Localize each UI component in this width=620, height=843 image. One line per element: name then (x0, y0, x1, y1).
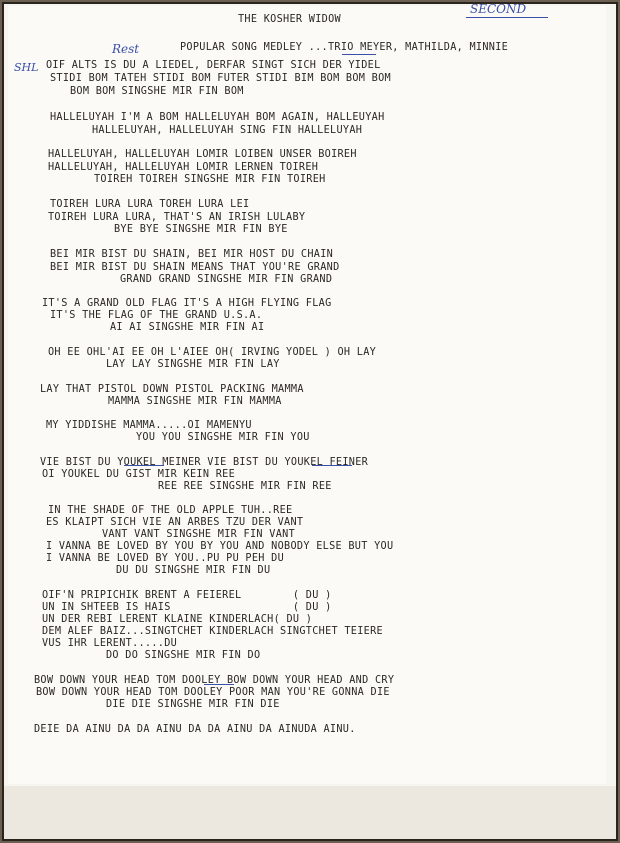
lyric-line: ES KLAIPT SICH VIE AN ARBES TZU DER VANT (46, 517, 304, 528)
lyric-line: TOIREH TOIREH SINGSHE MIR FIN TOIREH (94, 174, 326, 185)
lyric-line: BOM BOM SINGSHE MIR FIN BOM (70, 86, 244, 97)
song-title: THE KOSHER WIDOW (238, 14, 341, 25)
lyric-line: IT'S A GRAND OLD FLAG IT'S A HIGH FLYING FLAG (42, 298, 332, 309)
lyric-line: I VANNA BE LOVED BY YOU..PU PU PEH DU (46, 553, 285, 564)
lyric-line: BEI MIR BIST DU SHAIN, BEI MIR HOST DU CHAIN (50, 249, 334, 260)
subtitle-underline-mark (342, 54, 376, 55)
typed-sheet (8, 2, 606, 784)
lyric-line: HALLELUYAH, HALLELUYAH LOMIR LERNEN TOIREH (48, 162, 319, 173)
lyric-line: BOW DOWN YOUR HEAD TOM DOOLEY BOW DOWN YOUR HEAD AND CRY (34, 675, 395, 686)
page-frame (2, 2, 618, 841)
lyric-line: OIF ALTS IS DU A LIEDEL, DERFAR SINGT SICH DER YIDEL (46, 60, 381, 71)
lyric-line: HALLELUYAH I'M A BOM HALLELUYAH BOM AGAIN, HALLEUYAH (50, 112, 385, 123)
lyric-line: MAMMA SINGSHE MIR FIN MAMMA (108, 396, 282, 407)
lyric-line: AI AI SINGSHE MIR FIN AI (110, 322, 265, 333)
lyric-line: BOW DOWN YOUR HEAD TOM DOOLEY POOR MAN YOU'RE GONNA DIE (36, 687, 390, 698)
handwritten-margin-note: SHL (14, 61, 39, 74)
song-subtitle: POPULAR SONG MEDLEY ...TRIO MEYER, MATHILDA, MINNIE (180, 42, 509, 53)
corner-label-underline (466, 17, 548, 18)
lyric-line: OIF'N PRIPICHIK BRENT A FEIEREL ( DU ) (42, 590, 332, 601)
lyric-line: VUS IHR LERENT.....DU (42, 638, 178, 649)
lyric-line: BEI MIR BIST DU SHAIN MEANS THAT YOU'RE GRAND (50, 262, 340, 273)
lyric-line: IN THE SHADE OF THE OLD APPLE TUH..REE (48, 505, 293, 516)
lyric-line: VIE BIST DU YOUKEL MEINER VIE BIST DU YOUKEL FEINER (40, 457, 369, 468)
lyric-line: DEIE DA AINU DA DA AINU DA DA AINU DA AINUDA AINU. (34, 724, 356, 735)
lyric-line: IT'S THE FLAG OF THE GRAND U.S.A. (50, 310, 263, 321)
lyric-line: DEM ALEF BAIZ...SINGTCHET KINDERLACH SINGTCHET TEIERE (42, 626, 383, 637)
lyric-line: DO DO SINGSHE MIR FIN DO (106, 650, 261, 661)
lyric-line: REE REE SINGSHE MIR FIN REE (158, 481, 332, 492)
lyric-line: UN IN SHTEEB IS HAIS ( DU ) (42, 602, 332, 613)
lyric-line: UN DER REBI LERENT KLAINE KINDERLACH( DU ) (42, 614, 313, 625)
lyric-line: LAY THAT PISTOL DOWN PISTOL PACKING MAMMA (40, 384, 304, 395)
lyric-line: I VANNA BE LOVED BY YOU BY YOU AND NOBODY ELSE BUT YOU (46, 541, 394, 552)
lyric-line: VANT VANT SINGSHE MIR FIN VANT (102, 529, 296, 540)
handwritten-corner-label: SECOND (470, 2, 527, 16)
lyric-line: LAY LAY SINGSHE MIR FIN LAY (106, 359, 280, 370)
lyric-line: TOIREH LURA LURA TOREH LURA LEI (50, 199, 250, 210)
page-bottom-margin (4, 786, 616, 839)
lyric-line: DIE DIE SINGSHE MIR FIN DIE (106, 699, 280, 710)
lyric-line: GRAND GRAND SINGSHE MIR FIN GRAND (120, 274, 333, 285)
lyric-line: YOU YOU SINGSHE MIR FIN YOU (136, 432, 310, 443)
lyric-line: STIDI BOM TATEH STIDI BOM FUTER STIDI BIM BOM BOM BOM (50, 73, 391, 84)
lyric-line: TOIREH LURA LURA, THAT'S AN IRISH LULABY (48, 212, 306, 223)
lyric-line: MY YIDDISHE MAMMA.....OI MAMENYU (46, 420, 252, 431)
lyric-line: OI YOUKEL DU GIST MIR KEIN REE (42, 469, 236, 480)
lyric-line: HALLELUYAH, HALLELUYAH LOMIR LOIBEN UNSER BOIREH (48, 149, 357, 160)
lyric-line: OH EE OHL'AI EE OH L'AIEE OH( IRVING YODEL ) OH LAY (48, 347, 377, 358)
lyric-line: BYE BYE SINGSHE MIR FIN BYE (114, 224, 288, 235)
handwritten-insert-note: Rest (112, 42, 140, 56)
lyric-line: HALLELUYAH, HALLELUYAH SING FIN HALLELUYAH (92, 125, 363, 136)
lyric-line: DU DU SINGSHE MIR FIN DU (116, 565, 271, 576)
